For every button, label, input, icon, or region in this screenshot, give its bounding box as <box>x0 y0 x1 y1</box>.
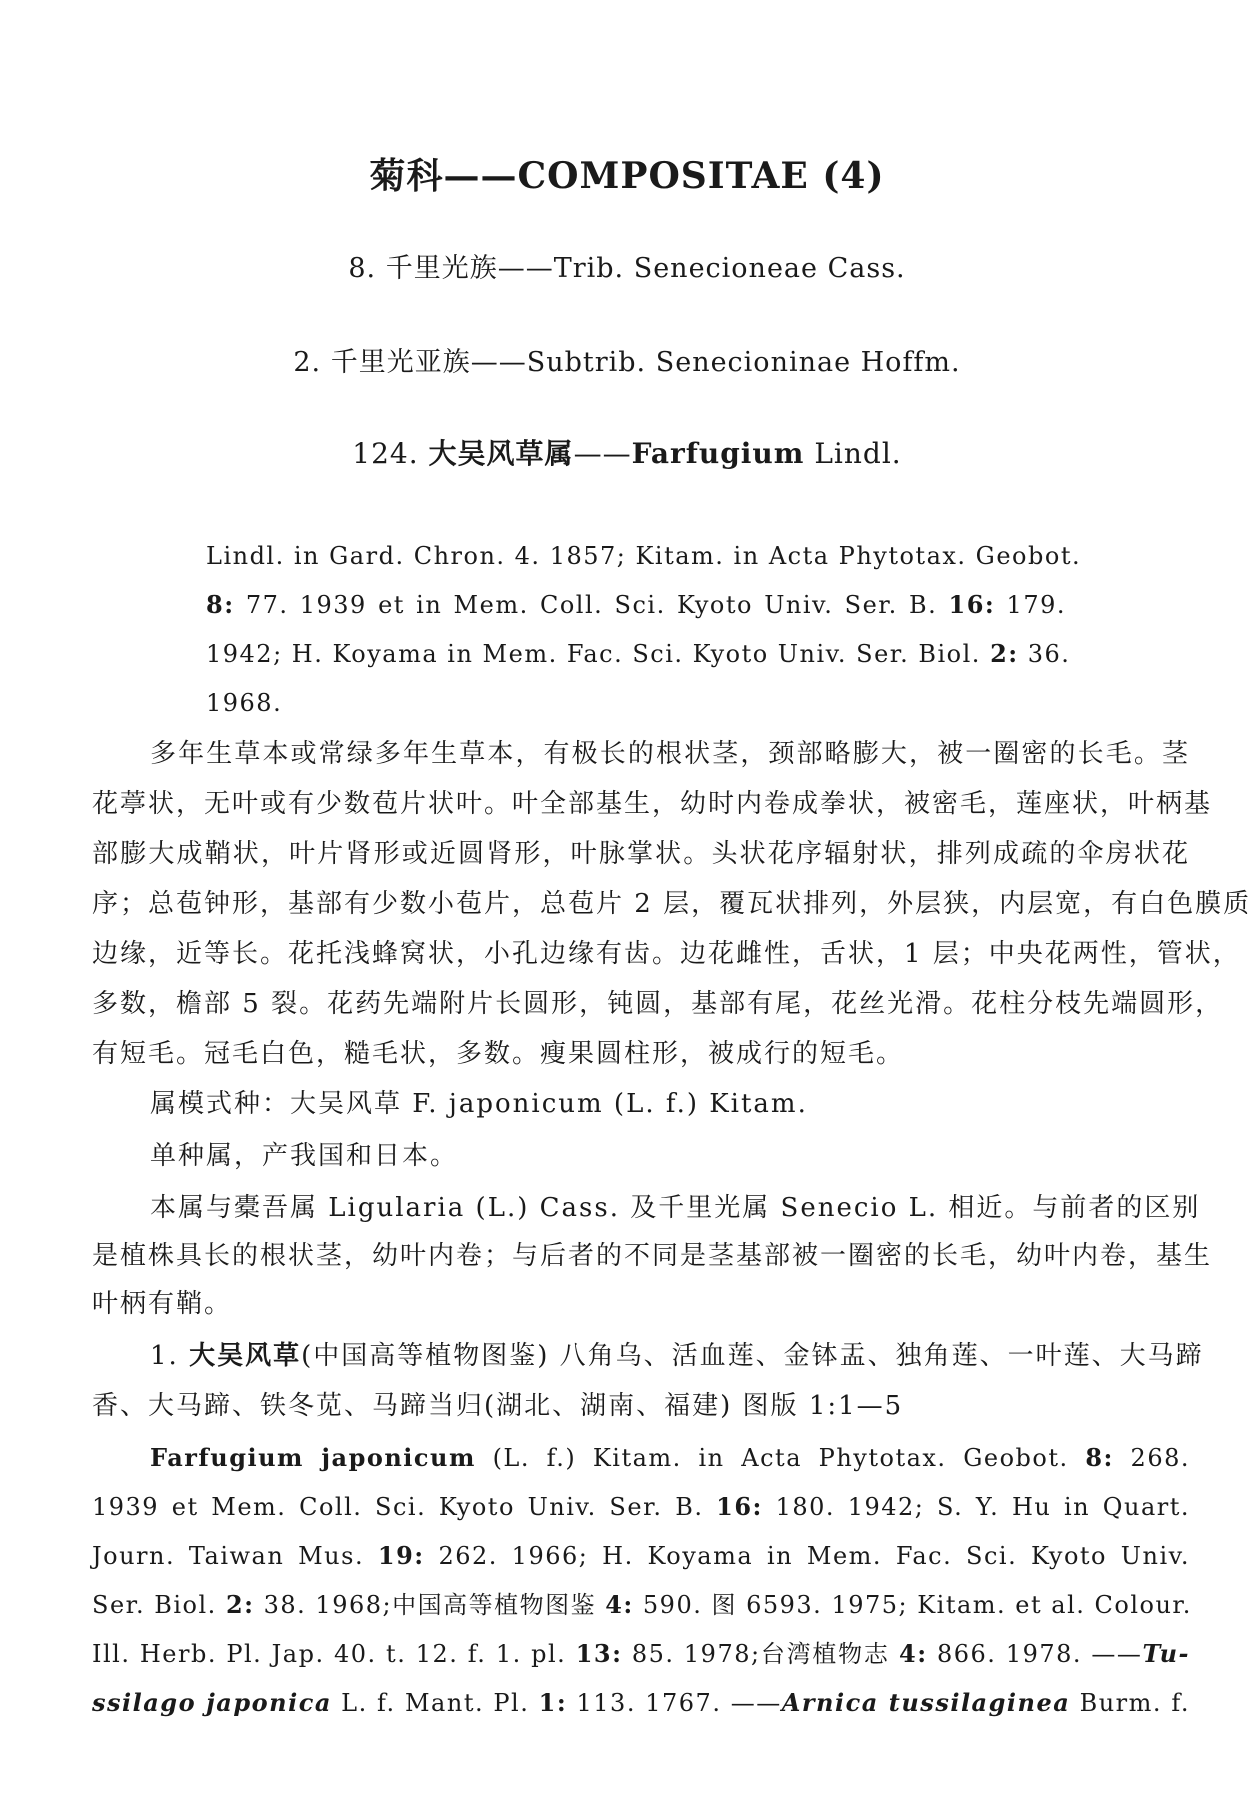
genus-ref-line: 1968. <box>206 689 283 717</box>
species-number: 1. <box>150 1341 179 1371</box>
species-ref-line: Journ. Taiwan Mus. 19: 262. 1966; H. Koyama in Mem. Fac. Sci. Kyoto Univ. <box>92 1541 1191 1570</box>
genus-ref-line: 8: 77. 1939 et in Mem. Coll. Sci. Kyoto Univ. Ser. B. 16: 179. <box>206 590 1066 619</box>
family-name-zh: 菊科 <box>369 155 444 197</box>
genus-author: Lindl. <box>814 437 902 470</box>
description-line: 多数，檐部 5 裂。花药先端附片长圆形，钝圆，基部有尾，花丝光滑。花柱分枝先端圆形， <box>92 989 1224 1019</box>
genus-heading <box>0 432 1254 472</box>
description-line: 部膨大成鞘状，叶片肾形或近圆肾形，叶脉掌状。头状花序辐射状，排列成疏的伞房状花 <box>92 839 1190 869</box>
description-line: 边缘，近等长。花托浅蜂窝状，小孔边缘有齿。边花雌性，舌状，1 层；中央花两性，管状， <box>92 939 1241 969</box>
description-line: 多年生草本或常绿多年生草本，有极长的根状茎，颈部略膨大，被一圈密的长毛。茎 <box>150 739 1190 769</box>
species-ref-line: ssilago japonica L. f. Mant. Pl. 1: 113. 1767. ——Arnica tussilaginea Burm. f. <box>92 1688 1190 1717</box>
family-title <box>0 148 1254 199</box>
genus-name-latin: Farfugium <box>631 437 805 470</box>
genus-ref-line: Lindl. in Gard. Chron. 4. 1857; Kitam. in Acta Phytotax. Geobot. <box>206 542 1082 570</box>
species-ref-line: Ser. Biol. 2: 38. 1968;中国高等植物图鉴 4: 590. 图 6593. 1975; Kitam. et al. Colour. <box>92 1590 1192 1619</box>
species-ref-line: 1939 et Mem. Coll. Sci. Kyoto Univ. Ser. B. 16: 180. 1942; S. Y. Hu in Quart. <box>92 1492 1190 1521</box>
genus-name-zh: 大吴风草属 <box>428 437 574 470</box>
tribe-heading: 8. 千里光族——Trib. Senecioneae Cass. <box>348 253 906 284</box>
distribution: 单种属，产我国和日本。 <box>150 1141 459 1171</box>
species-name-latin: Farfugium japonicum <box>150 1443 476 1472</box>
description-line: 有短毛。冠毛白色，糙毛状，多数。瘦果圆柱形，被成行的短毛。 <box>92 1039 905 1069</box>
comparison-line: 是植株具长的根状茎，幼叶内卷；与后者的不同是茎基部被一圈密的长毛，幼叶内卷，基生 <box>92 1241 1213 1271</box>
description-line: 花葶状，无叶或有少数苞片状叶。叶全部基生，幼时内卷成拳状，被密毛，莲座状，叶柄基 <box>92 789 1213 819</box>
family-dash: —— <box>443 155 518 197</box>
genus-ref-line: 1942; H. Koyama in Mem. Fac. Sci. Kyoto Univ. Ser. Biol. 2: 36. <box>206 639 1071 668</box>
species-ref-line: Farfugium japonicum (L. f.) Kitam. in Acta Phytotax. Geobot. 8: 268. <box>150 1443 1190 1472</box>
type-species: 属模式种：大吴风草 F. japonicum (L. f.) Kitam. <box>150 1089 808 1119</box>
species-line: 1. 大吴风草(中国高等植物图鉴) 八角乌、活血莲、金钵盂、独角莲、一叶莲、大马蹄 <box>150 1341 1204 1371</box>
subtribe-heading: 2. 千里光亚族——Subtrib. Senecioninae Hoffm. <box>293 347 961 378</box>
genus-dash: —— <box>573 437 632 470</box>
species-name-zh: 大吴风草 <box>189 1341 302 1371</box>
comparison-line: 叶柄有鞘。 <box>92 1289 233 1319</box>
species-ref-line: Ill. Herb. Pl. Jap. 40. t. 12. f. 1. pl. 13: 85. 1978;台湾植物志 4: 866. 1978. ——Tu- <box>92 1639 1191 1668</box>
species-line: 香、大马蹄、铁冬苋、马蹄当归(湖北、湖南、福建) 图版 1:1—5 <box>92 1391 904 1421</box>
family-name-latin: COMPOSITAE (4) <box>517 155 885 197</box>
genus-number: 124. <box>352 437 419 470</box>
description-line: 序；总苞钟形，基部有少数小苞片，总苞片 2 层，覆瓦状排列，外层狭，内层宽，有白色膜质 <box>92 889 1252 919</box>
comparison-line: 本属与橐吾属 Ligularia (L.) Cass. 及千里光属 Senecio L. 相近。与前者的区别 <box>150 1193 1201 1223</box>
